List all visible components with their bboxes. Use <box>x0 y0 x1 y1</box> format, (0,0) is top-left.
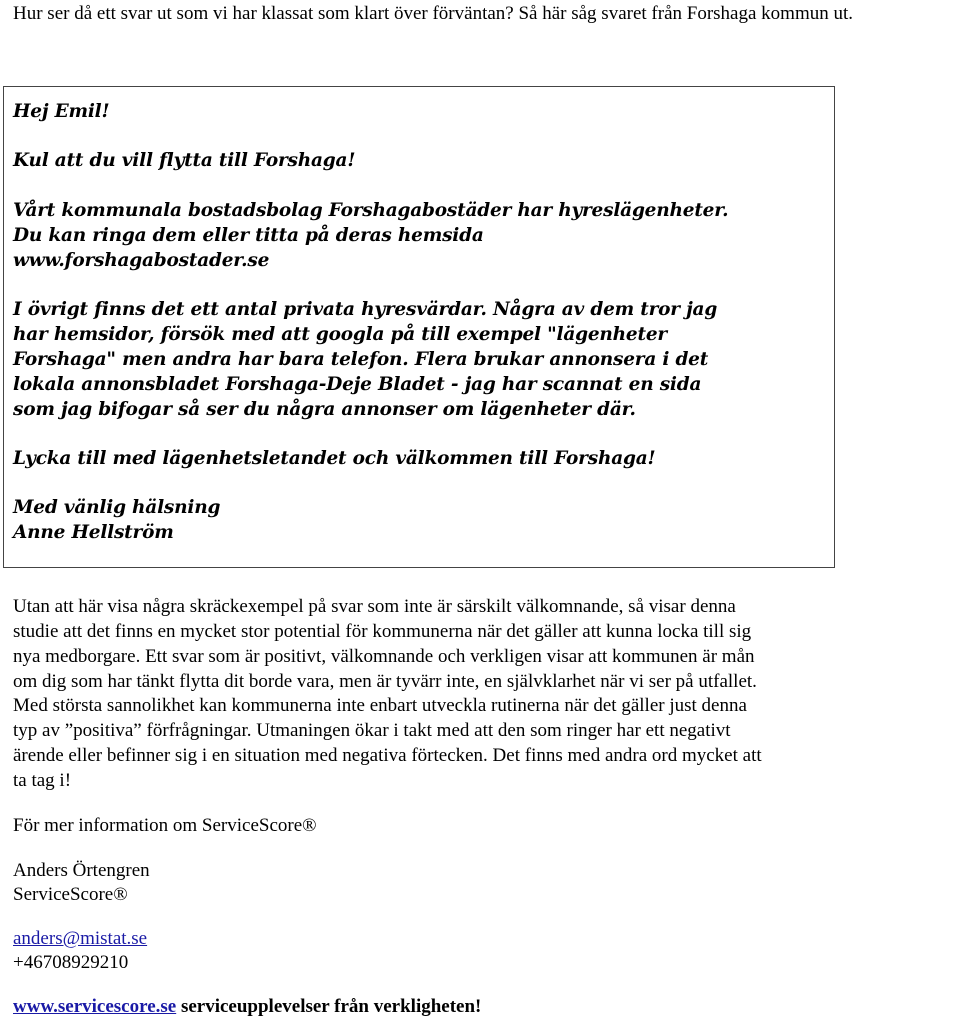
contact-email-line <box>13 927 147 951</box>
body-line-3: nya medborgare. Ett svar som är positivt, välkomnande och verkligen visar att kommunen är mån <box>13 646 755 667</box>
email-link[interactable]: anders@mistat.se <box>13 928 148 949</box>
letter-website: www.forshagabostader.se <box>13 250 270 271</box>
contact-phone: +46708929210 <box>13 952 129 973</box>
letter-closing: Lycka till med lägenhetsletandet och välkommen till Forshaga! <box>13 448 656 469</box>
body-line-5: Med största sannolikhet kan kommunerna inte enbart utveckla rutinerna när det gäller just denna <box>13 695 747 716</box>
body-line-6: typ av ”positiva” förfrågningar. Utmaningen ökar i takt med att den som ringer har ett negativt <box>13 720 731 741</box>
body-line-7: ärende eller befinner sig i en situation med negativa förtecken. Det finns med andra ord mycket att <box>13 745 762 766</box>
contact-name: Anders Örtengren <box>13 860 150 881</box>
letter-p3-line-1: I övrigt finns det ett antal privata hyresvärdar. Några av dem tror jag <box>13 299 718 320</box>
letter-line-2b: Du kan ringa dem eller titta på deras hemsida <box>13 225 484 246</box>
body-line-8: ta tag i! <box>13 770 72 791</box>
quoted-letter-box <box>3 86 835 568</box>
letter-regards: Med vänlig hälsning <box>13 497 221 518</box>
footer-tagline: serviceupplevelser från verkligheten! <box>176 996 482 1017</box>
letter-p3-line-4: lokala annonsbladet Forshaga-Deje Bladet - jag har scannat en sida <box>13 374 702 395</box>
intro-paragraph: Hur ser då ett svar ut som vi har klassat som klart över förväntan? Så här såg svaret från Forshaga kommun ut. <box>13 3 853 24</box>
website-link[interactable]: www.servicescore.se <box>13 996 177 1017</box>
body-line-2: studie att det finns en mycket stor potential för kommunerna när det gäller att kunna locka till sig <box>13 621 752 642</box>
body-line-1: Utan att här visa några skräckexempel på svar som inte är särskilt välkomnande, så visar denna <box>13 596 736 617</box>
letter-p3-line-3: Forshaga" men andra har bara telefon. Flera brukar annonsera i det <box>13 349 709 370</box>
more-info-text: För mer information om ServiceScore® <box>13 815 317 836</box>
body-line-4: om dig som har tänkt flytta dit borde vara, men är tyvärr inte, en självklarhet när vi ser på utfallet. <box>13 671 757 692</box>
letter-greeting: Hej Emil! <box>13 101 110 122</box>
footer-line <box>13 995 481 1019</box>
letter-line-1: Kul att du vill flytta till Forshaga! <box>13 150 356 171</box>
contact-company: ServiceScore® <box>13 884 128 905</box>
letter-line-2a: Vårt kommunala bostadsbolag Forshagabostäder har hyreslägenheter. <box>13 200 729 221</box>
letter-p3-line-2: har hemsidor, försök med att googla på till exempel "lägenheter <box>13 324 667 345</box>
letter-signature: Anne Hellström <box>13 522 174 543</box>
letter-p3-line-5: som jag bifogar så ser du några annonser om lägenheter där. <box>13 399 636 420</box>
